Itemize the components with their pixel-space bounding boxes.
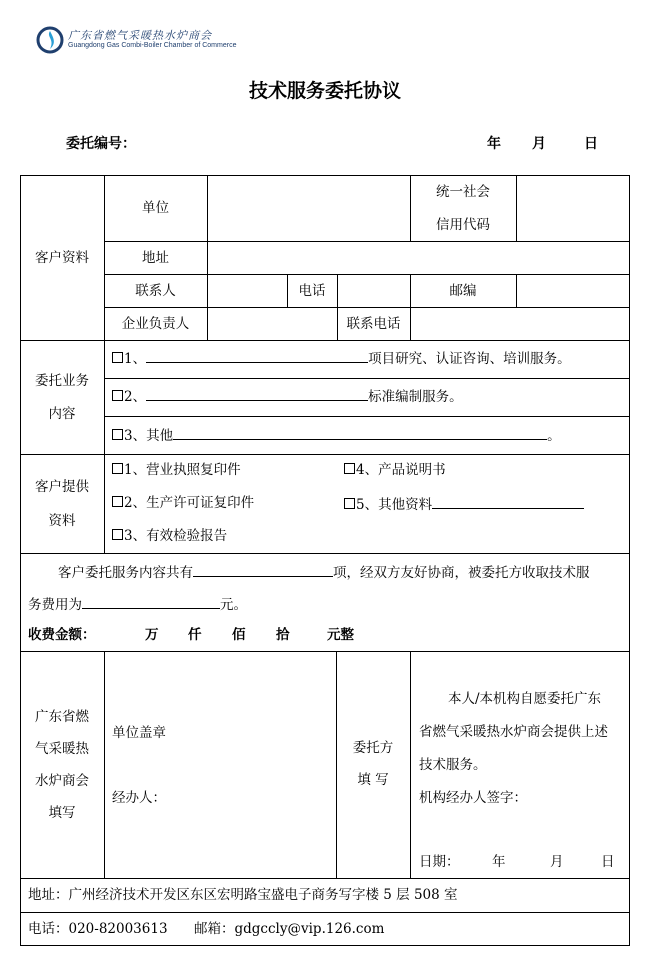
material-item-5-checkbox[interactable] bbox=[344, 498, 355, 509]
header-day-label: 日 bbox=[584, 136, 598, 152]
unit-seal-label: 单位盖章 bbox=[112, 725, 166, 741]
postcode-field[interactable] bbox=[517, 277, 629, 305]
fee-shi: 拾 bbox=[276, 627, 290, 643]
address-label: 地址 bbox=[142, 250, 169, 266]
business-section-label-2: 内容 bbox=[48, 406, 76, 422]
client-section-label-2: 填 写 bbox=[357, 772, 389, 788]
material-item-5: 5、其他资料 bbox=[344, 494, 584, 514]
fee-qian: 仟 bbox=[188, 627, 202, 643]
unit-label: 单位 bbox=[142, 200, 169, 216]
material-item-2-checkbox[interactable] bbox=[112, 496, 123, 507]
business-item-1: 1、 项目研究、认证咨询、培训服务。 bbox=[112, 348, 571, 368]
footer-address: 地址：广州经济技术开发区东区宏明路宝盛电子商务写字楼 5 层 508 室 bbox=[28, 887, 458, 903]
org-section-label-1: 广东省燃 bbox=[35, 709, 89, 725]
statement-line-2: 省燃气采暖热水炉商会提供上述 bbox=[419, 724, 608, 740]
business-item-1-checkbox[interactable] bbox=[112, 352, 123, 363]
client-section-label-1: 委托方 bbox=[352, 740, 394, 756]
address-field[interactable] bbox=[208, 244, 628, 272]
business-item-1-blank[interactable] bbox=[146, 348, 368, 363]
business-section-label-1: 委托业务 bbox=[35, 373, 89, 389]
fee-line-2: 务费用为 元。 bbox=[28, 594, 247, 614]
customer-section-label: 客户资料 bbox=[35, 250, 89, 266]
material-item-4-checkbox[interactable] bbox=[344, 463, 355, 474]
org-section-label-4: 填写 bbox=[48, 805, 76, 821]
materials-section-label-1: 客户提供 bbox=[35, 479, 89, 495]
manager-field[interactable] bbox=[208, 310, 336, 338]
business-item-3-checkbox[interactable] bbox=[112, 429, 123, 440]
fee-wan: 万 bbox=[145, 627, 159, 643]
header-month-label: 月 bbox=[532, 136, 546, 152]
unit-field[interactable] bbox=[208, 178, 410, 240]
org-section-label-3: 水炉商会 bbox=[35, 773, 89, 789]
business-item-3: 3、其他 。 bbox=[112, 425, 561, 445]
business-item-2-checkbox[interactable] bbox=[112, 390, 123, 401]
material-item-1-checkbox[interactable] bbox=[112, 463, 123, 474]
contact-phone-field[interactable] bbox=[411, 310, 629, 338]
logo-flame-icon bbox=[36, 26, 64, 54]
phone-field[interactable] bbox=[338, 277, 410, 305]
fee-line-1: 客户委托服务内容共有 项，经双方友好协商，被委托方收取技术服 bbox=[58, 562, 590, 582]
org-section-label-2: 气采暖热 bbox=[35, 741, 89, 757]
statement-line-3: 技术服务。 bbox=[419, 757, 487, 773]
business-item-2: 2、 标准编制服务。 bbox=[112, 386, 463, 406]
contact-phone-label: 联系电话 bbox=[346, 316, 401, 332]
contact-label: 联系人 bbox=[135, 283, 176, 299]
footer-phone: 电话：020-82003613 bbox=[28, 921, 168, 937]
logo-english-name: Guangdong Gas Combi-Boiler Chamber of Commerce bbox=[68, 42, 237, 49]
statement-line-1: 本人/本机构自愿委托广东 bbox=[448, 691, 602, 707]
postcode-label: 邮编 bbox=[449, 283, 477, 299]
sign-month-label: 月 bbox=[550, 854, 564, 870]
service-count-blank[interactable] bbox=[193, 562, 333, 577]
material-item-4: 4、产品说明书 bbox=[344, 461, 446, 479]
materials-section-label-2: 资料 bbox=[48, 513, 76, 529]
logo-chinese-name: 广东省燃气采暖热水炉商会 bbox=[68, 29, 212, 42]
fee-bai: 佰 bbox=[232, 627, 246, 643]
sign-day-label: 日 bbox=[601, 854, 615, 870]
contact-field[interactable] bbox=[208, 277, 286, 305]
credit-code-label-1: 统一社会 bbox=[436, 184, 490, 200]
chamber-logo bbox=[36, 24, 246, 58]
document-title: 技术服务委托协议 bbox=[248, 80, 401, 102]
fee-amount-blank[interactable] bbox=[82, 594, 220, 609]
handler-label: 经办人： bbox=[112, 790, 166, 806]
material-item-3-checkbox[interactable] bbox=[112, 529, 123, 540]
fee-amount-label: 收费金额： bbox=[28, 627, 96, 643]
header-year-label: 年 bbox=[487, 136, 501, 152]
fee-yuan: 元整 bbox=[327, 627, 354, 643]
material-item-2: 2、生产许可证复印件 bbox=[112, 494, 254, 512]
material-item-3: 3、有效检验报告 bbox=[112, 527, 227, 545]
phone-label: 电话 bbox=[298, 283, 326, 299]
contract-number-label: 委托编号： bbox=[66, 136, 136, 152]
manager-label: 企业负责人 bbox=[121, 316, 190, 332]
business-item-3-blank[interactable] bbox=[173, 425, 547, 440]
client-signature-label: 机构经办人签字： bbox=[419, 790, 527, 806]
credit-code-label-2: 信用代码 bbox=[436, 217, 490, 233]
sign-date-label: 日期： bbox=[419, 854, 460, 870]
credit-code-field[interactable] bbox=[517, 178, 629, 240]
material-item-1: 1、营业执照复印件 bbox=[112, 461, 241, 479]
footer-email: 邮箱：gdgccly@vip.126.com bbox=[194, 921, 385, 937]
material-item-5-blank[interactable] bbox=[432, 494, 584, 509]
business-item-2-blank[interactable] bbox=[146, 386, 368, 401]
sign-year-label: 年 bbox=[492, 854, 506, 870]
